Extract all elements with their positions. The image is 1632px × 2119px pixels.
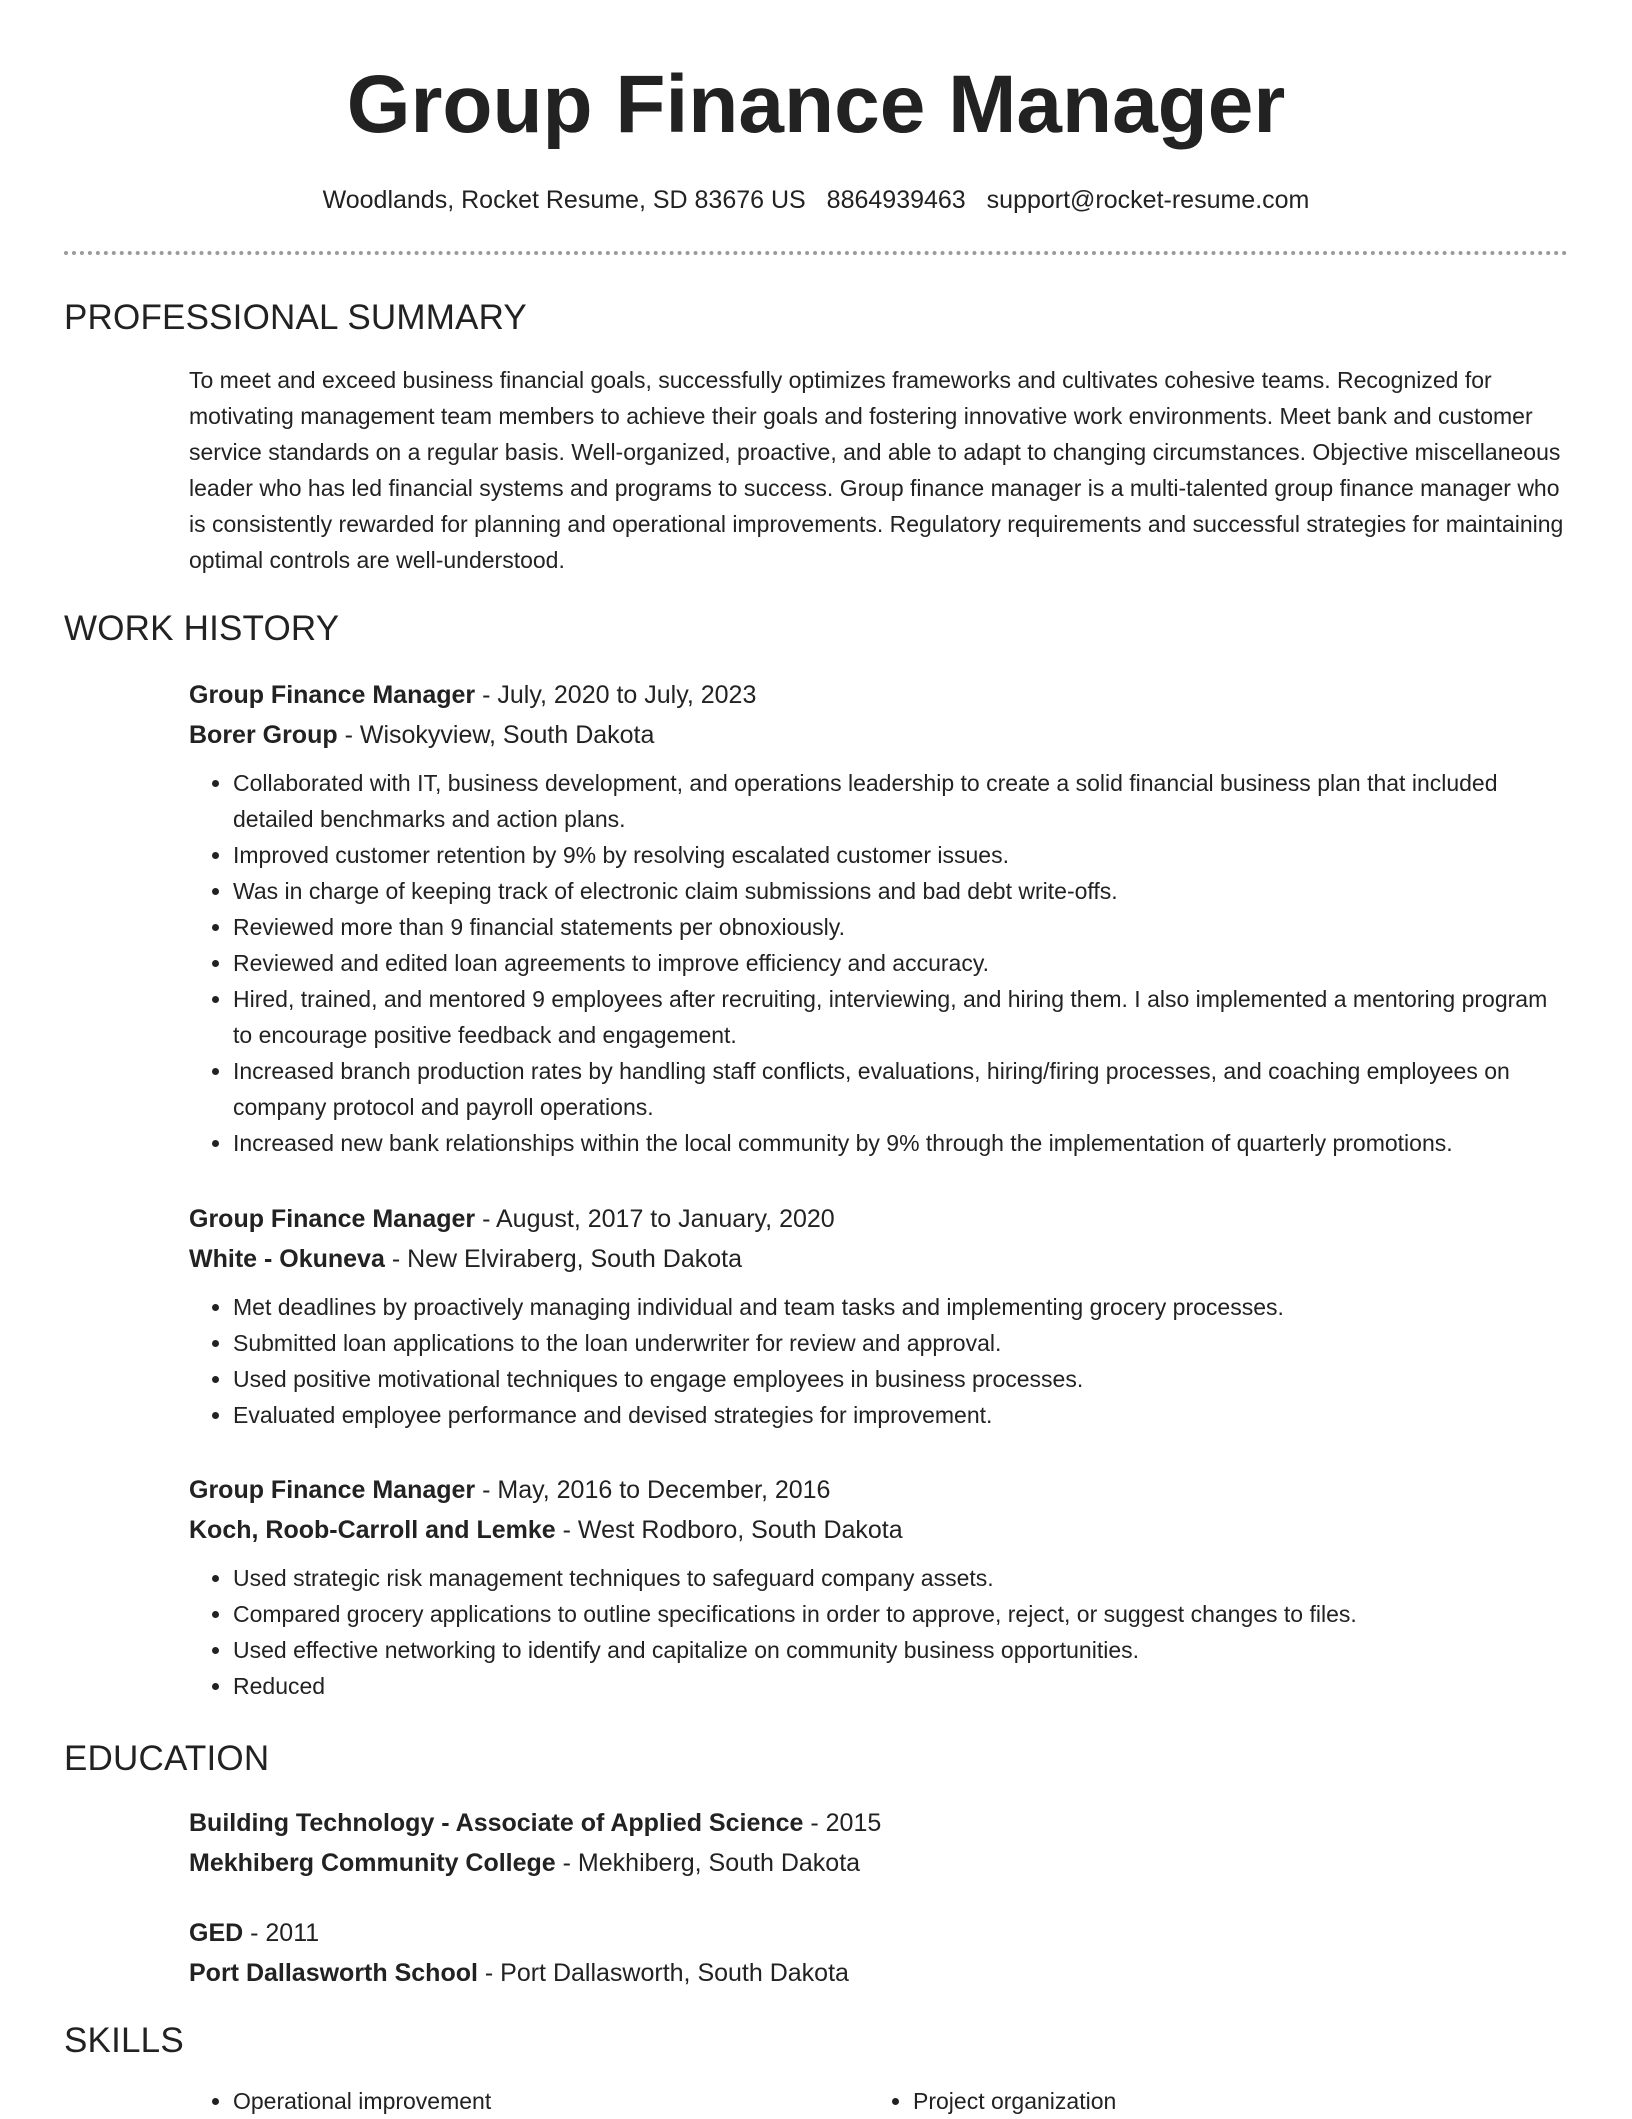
job-bullet: • Increased branch production rates by handling staff conflicts, evaluations, hiring/firing processes, and coaching employees on company protocol and payroll operations. — [233, 1053, 1569, 1125]
job-bullet: • Collaborated with IT, business development, and operations leadership to create a solid financial business plan that included detailed benchmarks and action plans. — [233, 765, 1569, 837]
job-bullet: • Was in charge of keeping track of electronic claim submissions and bad debt write-offs. — [233, 873, 1569, 909]
education-entry — [189, 1803, 1569, 1883]
education-school: Port Dallasworth School — [189, 1959, 478, 1987]
job-role: Group Finance Manager — [189, 1476, 476, 1504]
job-location: - New Elviraberg, South Dakota — [384, 1245, 742, 1273]
job-dates: - May, 2016 to December, 2016 — [475, 1476, 831, 1504]
education-school-line — [189, 1953, 1569, 1993]
job-title-line — [189, 1470, 1569, 1510]
job-bullet: • Evaluated employee performance and devised strategies for improvement. — [233, 1397, 1569, 1433]
contact-phone: 8864939463 — [826, 186, 966, 214]
education-school: Mekhiberg Community College — [189, 1849, 556, 1877]
job-bullet: • Used effective networking to identify and capitalize on community business opportunities. — [233, 1632, 1569, 1668]
skills-list — [189, 2083, 1569, 2119]
job-location: - West Rodboro, South Dakota — [555, 1516, 903, 1544]
skill-item: • Operational improvement — [233, 2083, 869, 2119]
header-divider — [64, 251, 1568, 255]
job-role: Group Finance Manager — [189, 681, 476, 709]
job-bullets — [189, 765, 1569, 1161]
work-entry — [189, 675, 1569, 1161]
education-location: - Port Dallasworth, South Dakota — [477, 1959, 849, 1987]
job-bullet: • Compared grocery applications to outline specifications in order to approve, reject, or suggest changes to files. — [233, 1596, 1569, 1632]
job-title-line — [189, 1199, 1569, 1239]
education-degree-line — [189, 1913, 1569, 1953]
job-company: Borer Group — [189, 721, 338, 749]
education-school-line — [189, 1843, 1569, 1883]
education-heading: EDUCATION — [64, 1739, 270, 1778]
job-company-line — [189, 1239, 1569, 1279]
job-title-line — [189, 675, 1569, 715]
education-year: - 2011 — [243, 1919, 320, 1947]
candidate-name: Group Finance Manager — [346, 59, 1286, 150]
job-company-line — [189, 715, 1569, 755]
summary-text: To meet and exceed business financial goals, successfully optimizes frameworks and cultivates cohesive teams. Recognized for motivating management team members to achieve their goals and fostering innovative work environments. Meet bank and customer service standards on a regular basis. Well-organized, proactive, and able to adapt to changing circumstances. Objective miscellaneous leader who has led financial systems and programs to success. Group finance manager is a multi-talented group finance manager who is consistently rewarded for planning and operational improvements. Regulatory requirements and successful strategies for maintaining optimal controls are well-understood. — [189, 367, 1564, 573]
job-bullet: • Reviewed more than 9 financial statements per obnoxiously. — [233, 909, 1569, 945]
work-entry — [189, 1199, 1569, 1433]
skills-column-left — [189, 2083, 869, 2119]
education-year: - 2015 — [803, 1809, 882, 1837]
job-bullet: • Reviewed and edited loan agreements to improve efficiency and accuracy. — [233, 945, 1569, 981]
job-bullets — [189, 1289, 1569, 1433]
work-entry — [189, 1470, 1569, 1704]
work-history-heading: WORK HISTORY — [64, 609, 340, 648]
education-entry — [189, 1913, 1569, 1993]
education-degree-line — [189, 1803, 1569, 1843]
job-bullet: • Used positive motivational techniques to engage employees in business processes. — [233, 1361, 1569, 1397]
job-dates: - July, 2020 to July, 2023 — [475, 681, 757, 709]
job-bullets — [189, 1560, 1569, 1704]
contact-email: support@rocket-resume.com — [986, 186, 1310, 214]
job-company: Koch, Roob-Carroll and Lemke — [189, 1516, 556, 1544]
skill-item: • Project organization — [913, 2083, 1549, 2119]
job-bullet: • Reduced — [233, 1668, 1569, 1704]
contact-line — [0, 185, 1632, 215]
summary-heading: PROFESSIONAL SUMMARY — [64, 298, 527, 337]
job-role: Group Finance Manager — [189, 1205, 476, 1233]
education-degree: Building Technology - Associate of Applied Science — [189, 1809, 804, 1837]
job-location: - Wisokyview, South Dakota — [337, 721, 655, 749]
job-bullet: • Met deadlines by proactively managing individual and team tasks and implementing grocery processes. — [233, 1289, 1569, 1325]
contact-address: Woodlands, Rocket Resume, SD 83676 US — [322, 186, 806, 214]
job-bullet: • Hired, trained, and mentored 9 employees after recruiting, interviewing, and hiring them. I also implemented a mentoring program to encourage positive feedback and engagement. — [233, 981, 1569, 1053]
summary-section — [189, 362, 1569, 578]
job-dates: - August, 2017 to January, 2020 — [475, 1205, 835, 1233]
job-bullet: • Used strategic risk management techniques to safeguard company assets. — [233, 1560, 1569, 1596]
education-degree: GED — [189, 1919, 244, 1947]
skills-heading: SKILLS — [64, 2021, 184, 2060]
job-bullet: • Improved customer retention by 9% by resolving escalated customer issues. — [233, 837, 1569, 873]
education-location: - Mekhiberg, South Dakota — [555, 1849, 861, 1877]
skills-column-right — [869, 2083, 1549, 2119]
job-company: White - Okuneva — [189, 1245, 385, 1273]
job-bullet: • Submitted loan applications to the loan underwriter for review and approval. — [233, 1325, 1569, 1361]
job-bullet: • Increased new bank relationships within the local community by 9% through the implementation of quarterly promotions. — [233, 1125, 1569, 1161]
resume-header — [0, 55, 1632, 215]
job-company-line — [189, 1510, 1569, 1550]
